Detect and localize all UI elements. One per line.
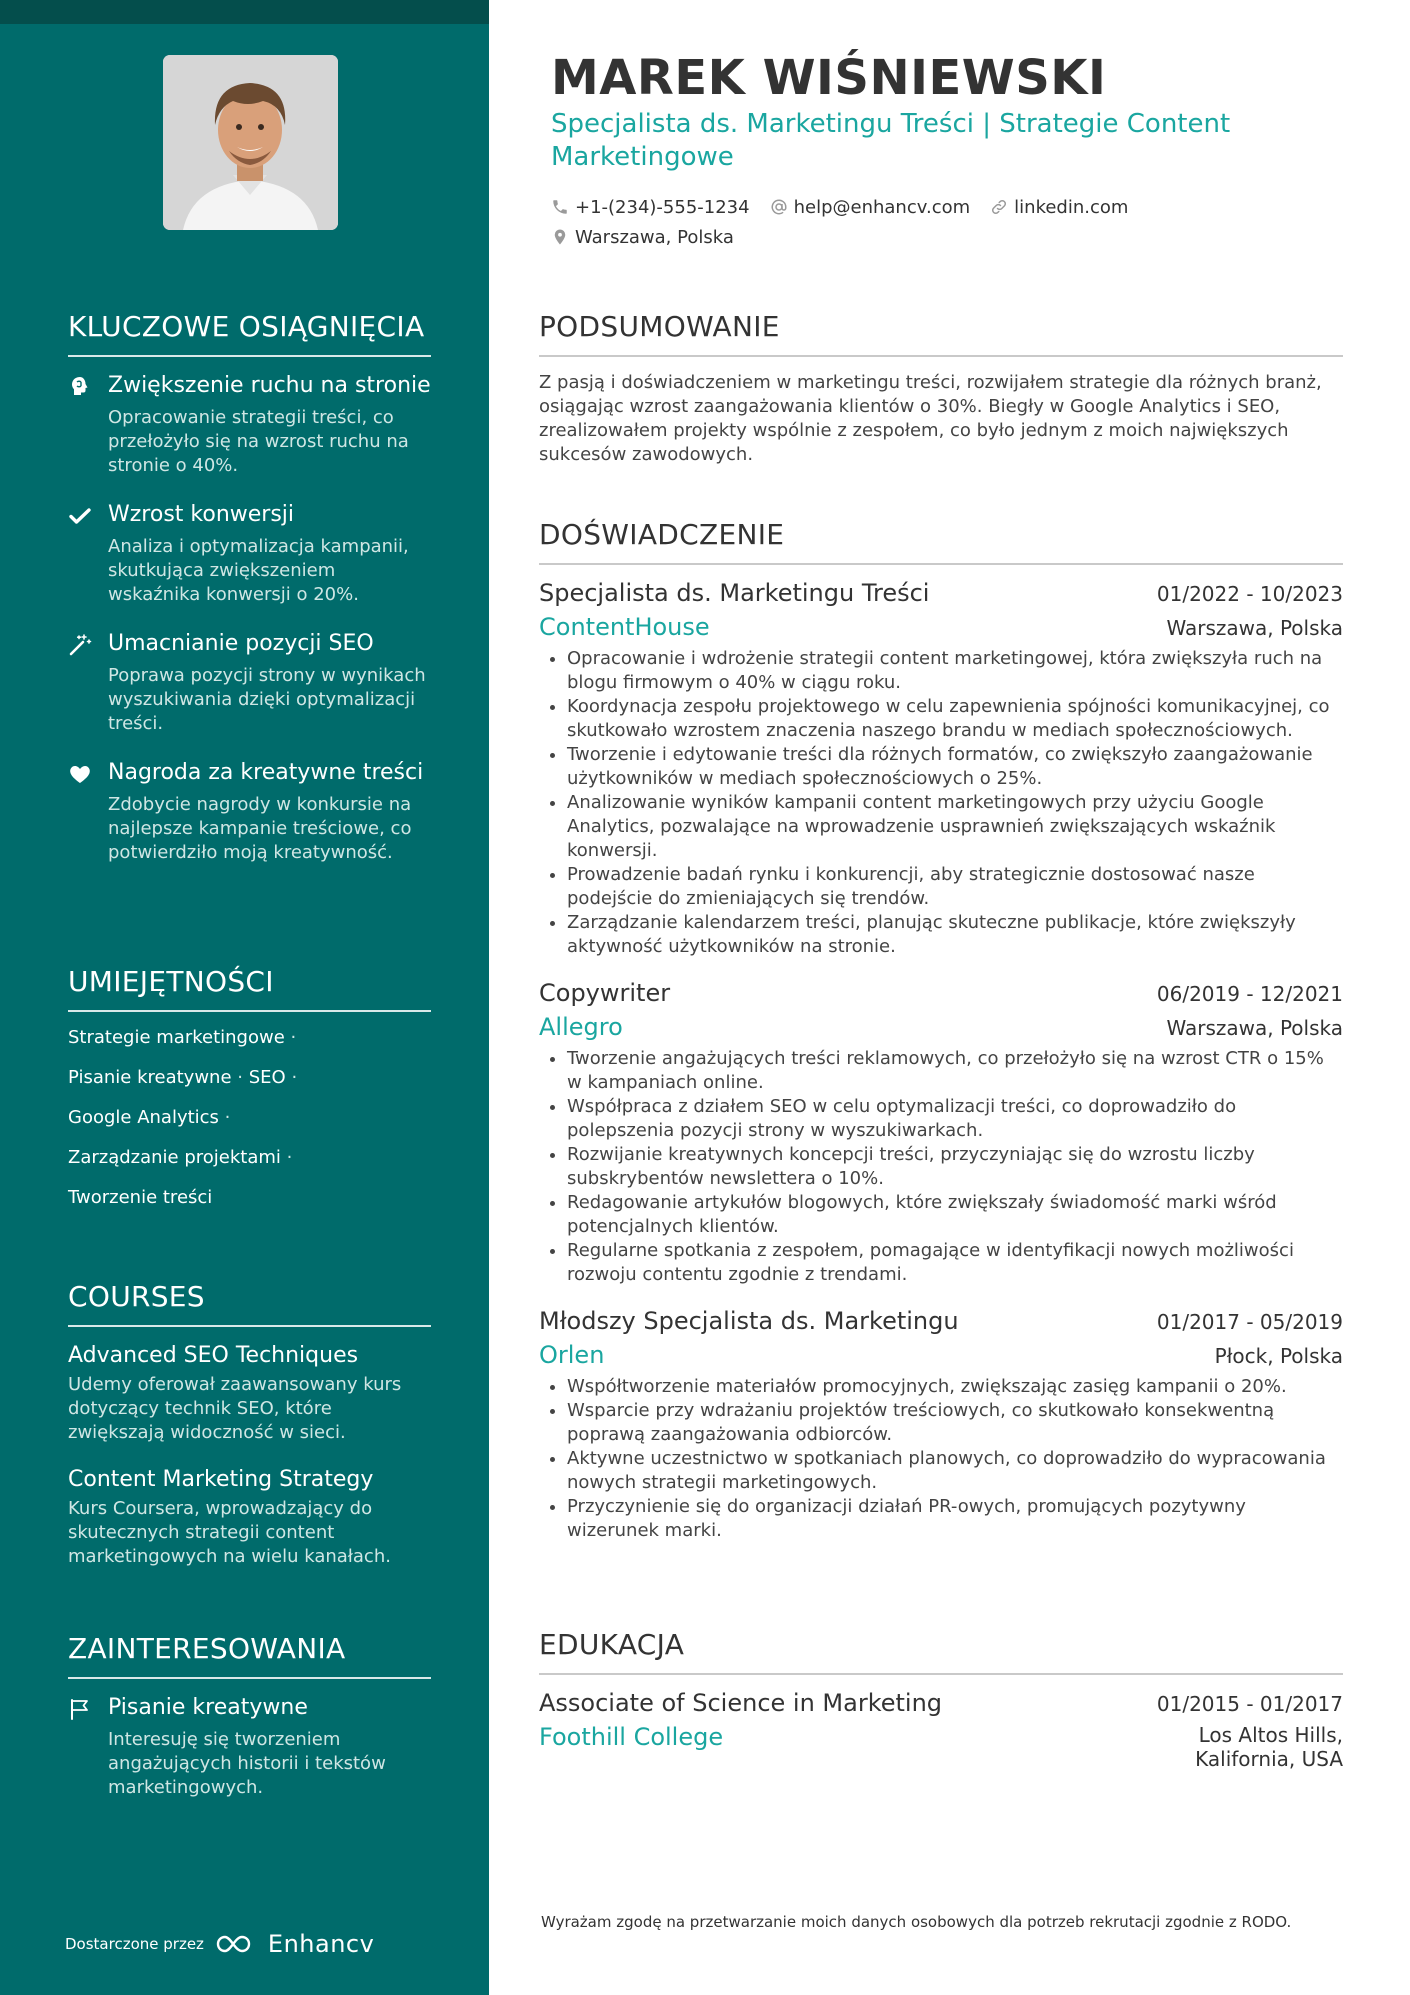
course-desc: Udemy oferował zaawansowany kurs dotyczący technik SEO, które zwiększają widoczność w sieci. xyxy=(68,1374,402,1443)
job-bullet: • Współtworzenie materiałów promocyjnych, zwiększając zasięg kampanii o 20%. xyxy=(567,1375,1343,1399)
education-section xyxy=(539,1628,1343,1771)
skill-line: Pisanie kreatywne · SEO · xyxy=(68,1067,298,1088)
job-bullets xyxy=(539,647,1343,959)
job-bullet: • Redagowanie artykułów blogowych, które zwiększały świadomość marki wśród potencjalnych klientów. xyxy=(567,1191,1343,1239)
magic-wand-icon xyxy=(68,633,92,657)
at-icon xyxy=(770,198,788,216)
skill-item: Strategie marketingowe xyxy=(68,1027,285,1048)
job-location: Warszawa, Polska xyxy=(1166,1016,1343,1040)
achievements-section xyxy=(68,310,431,865)
summary-section xyxy=(539,310,1343,467)
profile-photo xyxy=(163,55,338,230)
education-location: Los Altos Hills, Kalifornia, USA xyxy=(1195,1723,1343,1771)
powered-by xyxy=(65,1930,374,1958)
job-entry xyxy=(539,1307,1343,1543)
job-title: Specjalista ds. Marketingu Treści xyxy=(539,579,930,607)
enhancv-brand: Enhancv xyxy=(267,1930,375,1958)
consent-note: Wyrażam zgodę na przetwarzanie moich danych osobowych dla potrzeb rekrutacji zgodnie z RODO. xyxy=(541,1913,1292,1931)
job-location: Płock, Polska xyxy=(1214,1344,1343,1368)
sidebar-top-bar xyxy=(0,0,489,24)
job-company: ContentHouse xyxy=(539,613,710,641)
job-entry xyxy=(539,979,1343,1287)
skills-section xyxy=(68,965,431,1226)
job-bullet: • Rozwijanie kreatywnych koncepcji treści, przyczyniając się do wzrostu liczby subskrybentów newslettera o 10%. xyxy=(567,1143,1343,1191)
job-bullet: • Przyczynienie się do organizacji działań PR-owych, promujących pozytywny wizerunek marki. xyxy=(567,1495,1343,1543)
candidate-name: MAREK WIŚNIEWSKI xyxy=(551,50,1107,106)
achievement-item xyxy=(68,758,431,865)
courses-section xyxy=(68,1280,431,1569)
job-bullet: • Prowadzenie badań rynku i konkurencji, aby strategicznie dostosować nasze podejście do zmieniających się trendów. xyxy=(567,863,1343,911)
achievement-desc: Opracowanie strategii treści, co przełożyło się na wzrost ruchu na stronie o 40%. xyxy=(108,407,409,476)
interests-section xyxy=(68,1632,431,1800)
job-company: Orlen xyxy=(539,1341,605,1369)
job-bullet: • Regularne spotkania z zespołem, pomagające w identyfikacji nowych możliwości rozwoju contentu zgodnie z trendami. xyxy=(567,1239,1343,1287)
experience-section xyxy=(539,518,1343,1543)
achievement-title: Umacnianie pozycji SEO xyxy=(108,631,374,656)
location-pin-icon xyxy=(551,228,569,246)
job-bullet: • Koordynacja zespołu projektowego w celu zapewnienia spójności komunikacyjnej, co skutkowało wzrostem znaczenia naszego brandu w mediach społecznościowych. xyxy=(567,695,1343,743)
location-text: Warszawa, Polska xyxy=(575,226,734,248)
job-company: Allegro xyxy=(539,1013,623,1041)
job-bullets xyxy=(539,1047,1343,1287)
education-entry xyxy=(539,1689,1343,1771)
achievement-desc: Analiza i optymalizacja kampanii, skutkująca zwiększeniem wskaźnika konwersji o 20%. xyxy=(108,536,409,605)
interests-heading: ZAINTERESOWANIA xyxy=(68,1632,431,1679)
courses-heading: COURSES xyxy=(68,1280,431,1327)
candidate-headline: Specjalista ds. Marketingu Treści | Strategie Content Marketingowe xyxy=(551,109,1231,172)
education-dates: 01/2015 - 01/2017 xyxy=(1156,1692,1343,1716)
phone-text: +1-(234)-555-1234 xyxy=(575,196,750,218)
education-degree: Associate of Science in Marketing xyxy=(539,1689,943,1717)
phone-icon xyxy=(551,198,569,216)
linkedin-text: linkedin.com xyxy=(1014,196,1129,218)
skill-item: Pisanie kreatywne xyxy=(68,1067,232,1088)
summary-text: Z pasją i doświadczeniem w marketingu treści, rozwijałem strategie dla różnych branż, osiągając wzrost zaangażowania klientów o 30%. Biegły w Google Analytics i SEO, zrealizowałem projekty wspólnie z zespołem, co było jednym z moich największych sukcesów zawodowych. xyxy=(539,372,1322,465)
job-dates: 01/2017 - 05/2019 xyxy=(1156,1310,1343,1334)
powered-label: Dostarczone przez xyxy=(65,1935,204,1953)
skill-line: Google Analytics · xyxy=(68,1107,231,1128)
skill-item: Google Analytics xyxy=(68,1107,219,1128)
course-item xyxy=(68,1465,431,1569)
skill-item: SEO xyxy=(248,1067,286,1088)
education-school: Foothill College xyxy=(539,1723,724,1751)
job-bullet: • Tworzenie i edytowanie treści dla różnych formatów, co zwiększyło zaangażowanie użytkowników w mediach społecznościowych o 25%. xyxy=(567,743,1343,791)
skill-line xyxy=(68,1186,431,1210)
achievement-desc: Poprawa pozycji strony w wynikach wyszukiwania dzięki optymalizacji treści. xyxy=(108,665,426,734)
job-dates: 06/2019 - 12/2021 xyxy=(1156,982,1343,1006)
heart-icon xyxy=(68,762,92,786)
enhancv-logo-icon xyxy=(214,1932,260,1956)
contact-linkedin[interactable] xyxy=(990,197,1128,218)
enhancv-logo[interactable] xyxy=(214,1930,374,1958)
job-location: Warszawa, Polska xyxy=(1166,616,1343,640)
job-title: Młodszy Specjalista ds. Marketingu xyxy=(539,1307,959,1335)
experience-heading: DOŚWIADCZENIE xyxy=(539,518,1343,565)
interest-title: Pisanie kreatywne xyxy=(108,1695,308,1720)
contact-info xyxy=(551,192,1148,252)
interest-item xyxy=(68,1693,431,1800)
check-icon xyxy=(68,504,92,528)
skill-item: Tworzenie treści xyxy=(68,1187,213,1208)
link-icon xyxy=(990,198,1008,216)
job-bullet: • Współpraca z działem SEO w celu optymalizacji treści, co doprowadziło do polepszenia pozycji strony w wyszukiwarkach. xyxy=(567,1095,1343,1143)
contact-email[interactable] xyxy=(770,197,971,218)
job-entry xyxy=(539,579,1343,959)
email-text: help@enhancv.com xyxy=(793,196,971,218)
course-title: Advanced SEO Techniques xyxy=(68,1343,359,1368)
achievement-desc: Zdobycie nagrody w konkursie na najlepsze kampanie treściowe, co potwierdziło moją kreatywność. xyxy=(108,794,412,863)
job-bullet: • Wsparcie przy wdrażaniu projektów treściowych, co skutkowało konsekwentną poprawą zaangażowania odbiorców. xyxy=(567,1399,1343,1447)
achievement-item xyxy=(68,371,431,478)
skills-heading: UMIEJĘTNOŚCI xyxy=(68,965,431,1012)
course-desc: Kurs Coursera, wprowadzający do skutecznych strategii content marketingowych na wielu kanałach. xyxy=(68,1498,391,1567)
achievement-title: Wzrost konwersji xyxy=(108,502,295,527)
brain-icon xyxy=(68,375,92,399)
job-dates: 01/2022 - 10/2023 xyxy=(1156,582,1343,606)
contact-phone[interactable] xyxy=(551,197,750,218)
achievements-heading: KLUCZOWE OSIĄGNIĘCIA xyxy=(68,310,431,357)
education-heading: EDUKACJA xyxy=(539,1628,1343,1675)
job-bullet: • Analizowanie wyników kampanii content marketingowych przy użyciu Google Analytics, pozwalające na wprowadzenie usprawnień zwiększających wskaźnik konwersji. xyxy=(567,791,1343,863)
interest-desc: Interesuję się tworzeniem angażujących historii i tekstów marketingowych. xyxy=(108,1729,386,1798)
achievement-item xyxy=(68,629,431,736)
course-title: Content Marketing Strategy xyxy=(68,1467,374,1492)
job-title: Copywriter xyxy=(539,979,671,1007)
summary-heading: PODSUMOWANIE xyxy=(539,310,1343,357)
contact-location xyxy=(551,227,734,248)
job-bullet: • Tworzenie angażujących treści reklamowych, co przełożyło się na wzrost CTR o 15% w kampaniach online. xyxy=(567,1047,1343,1095)
job-bullet: • Opracowanie i wdrożenie strategii content marketingowej, która zwiększyła ruch na blogu firmowym o 40% w ciągu roku. xyxy=(567,647,1343,695)
job-bullet: • Zarządzanie kalendarzem treści, planując skuteczne publikacje, które zwiększyły aktywność użytkowników na stronie. xyxy=(567,911,1343,959)
course-item xyxy=(68,1341,431,1445)
achievement-title: Nagroda za kreatywne treści xyxy=(108,760,424,785)
flag-icon xyxy=(68,1697,92,1721)
job-bullets xyxy=(539,1375,1343,1543)
skills-list xyxy=(68,1026,431,1210)
achievement-title: Zwiększenie ruchu na stronie xyxy=(108,373,431,398)
achievement-item xyxy=(68,500,431,607)
sidebar xyxy=(0,0,489,1995)
job-bullet: • Aktywne uczestnictwo w spotkaniach planowych, co doprowadziło do wypracowania nowych strategii marketingowych. xyxy=(567,1447,1343,1495)
skill-line: Zarządzanie projektami · xyxy=(68,1147,293,1168)
skill-line: Strategie marketingowe · xyxy=(68,1027,297,1048)
skill-item: Zarządzanie projektami xyxy=(68,1147,281,1168)
